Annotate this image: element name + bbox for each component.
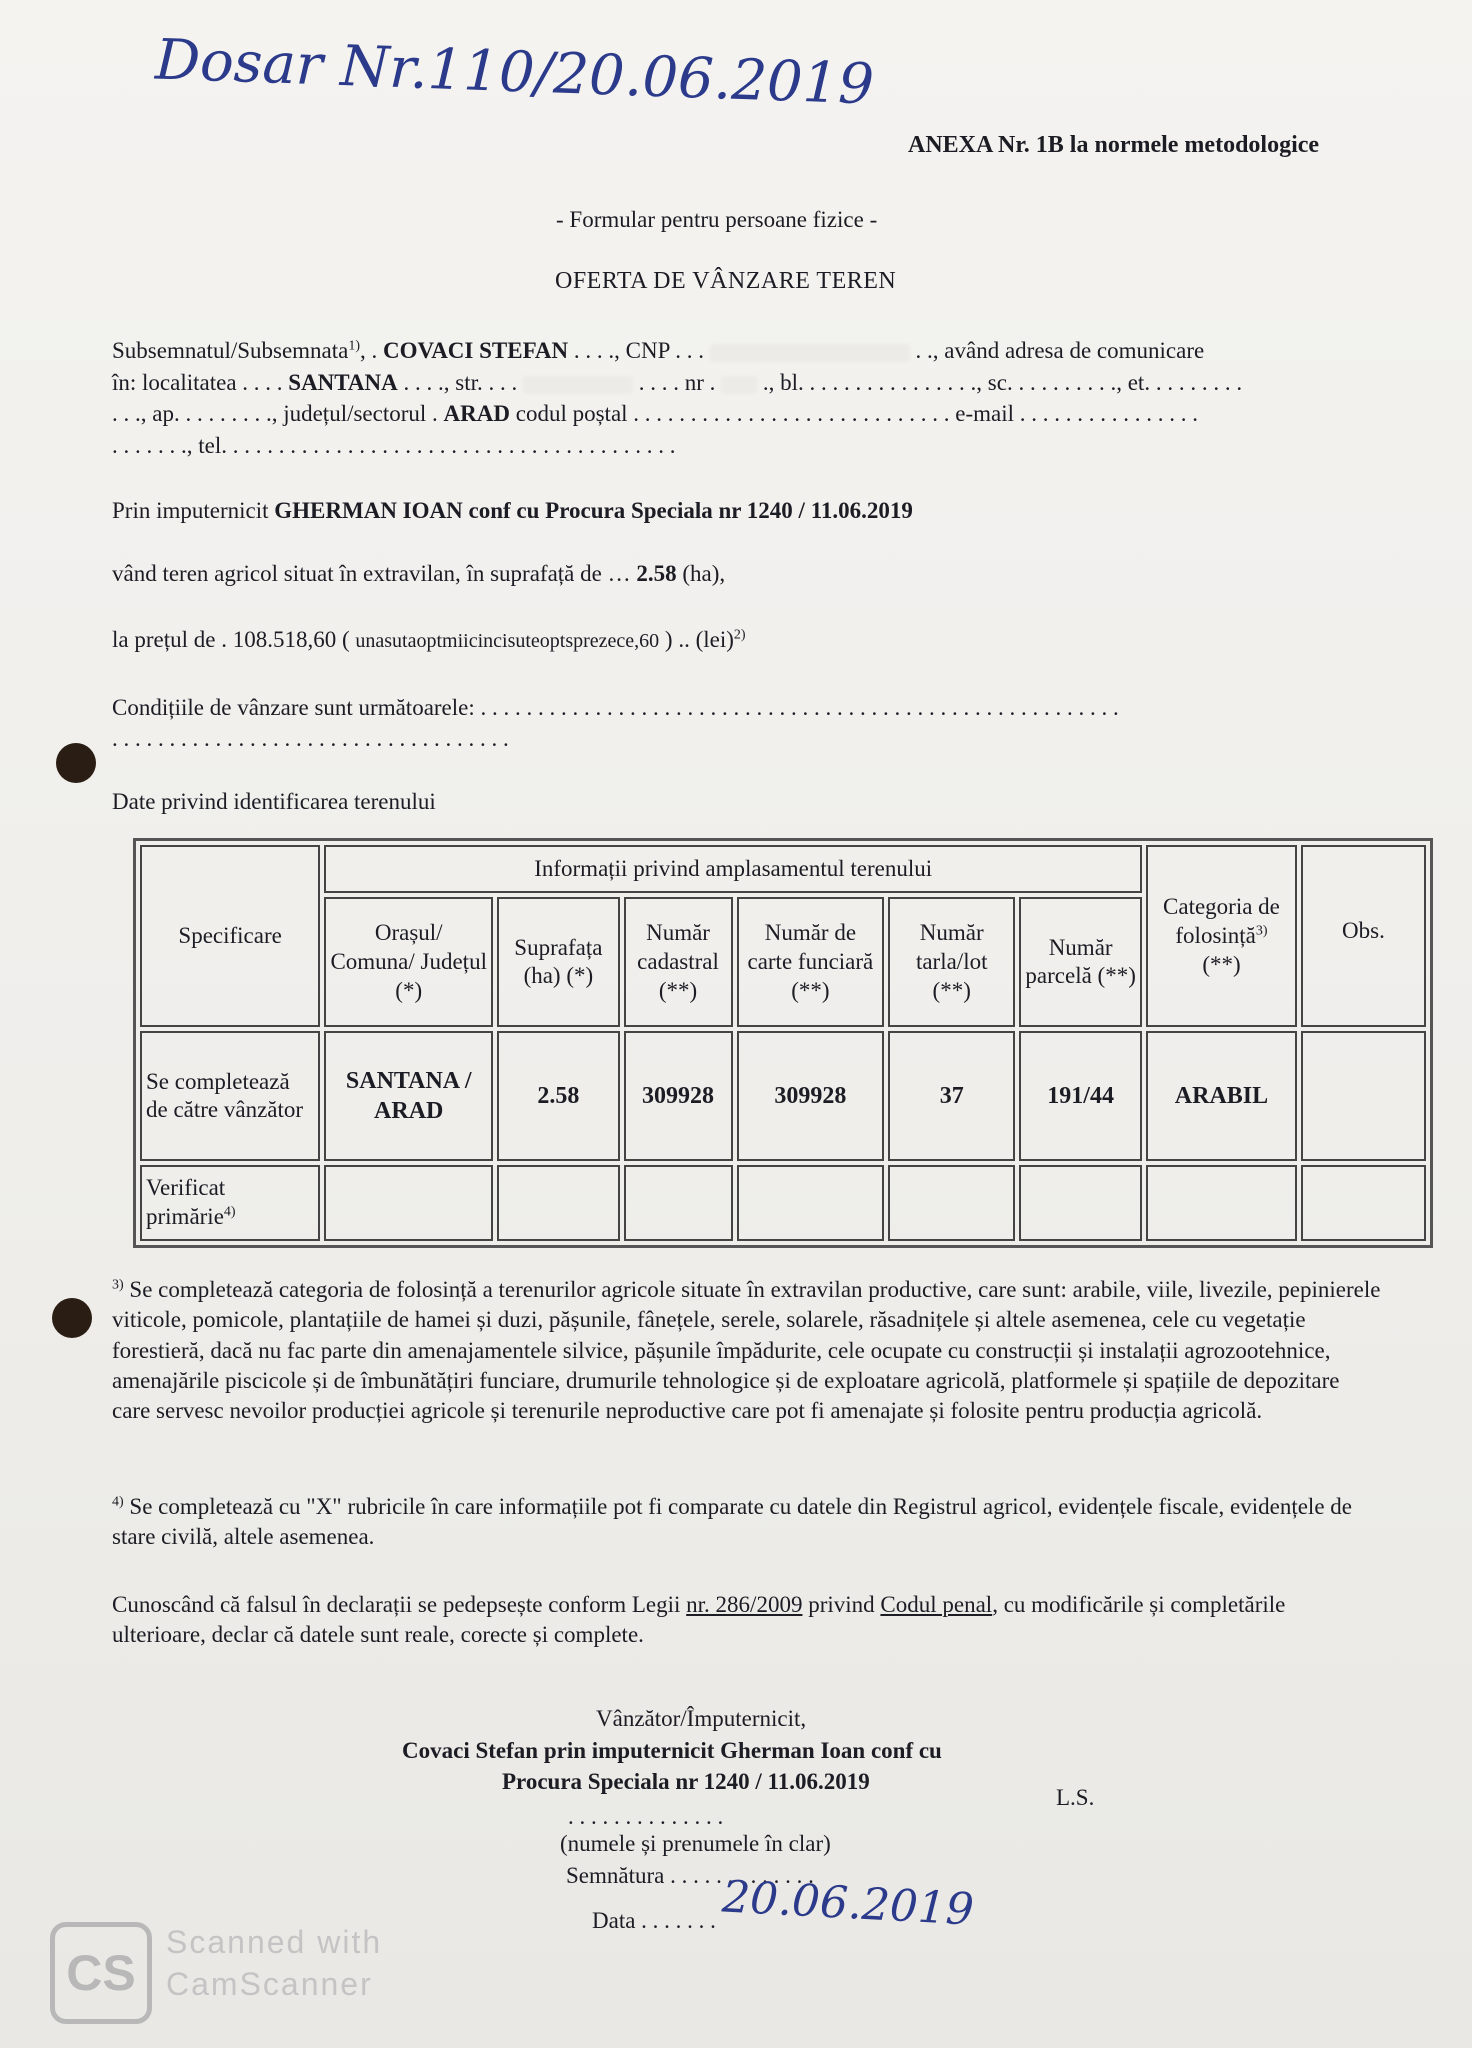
seller-name: COVACI STEFAN bbox=[383, 338, 569, 363]
cell-category: ARABIL bbox=[1146, 1031, 1297, 1161]
cell-city: SANTANA / ARAD bbox=[324, 1031, 493, 1161]
empty-cell bbox=[888, 1165, 1015, 1241]
verified-label: Verificat primărie bbox=[146, 1175, 226, 1230]
footnote-3 bbox=[112, 1275, 1382, 1427]
empty-cell bbox=[737, 1165, 885, 1241]
header-obs: Obs. bbox=[1301, 845, 1426, 1027]
cell-obs bbox=[1301, 1031, 1426, 1161]
footnote-text: Se completează categoria de folosință a terenurilor agricole situate în extravilan productive, care sunt: arabile, viile, livezile, pepinierele viticole, pomicole, plantațiile de hamei și duzi, pășunile, fânețele, serele, solarele, răsadnițele și altele asemenea, cele cu vegetație forestieră, dacă nu fac parte din amenajamentele silvice, pășunile împădurite, cele ocupate cu construcții și instalații agrozootehnice, amenajările piscicole și de îmbunătățiri funciare, drumurile tehnologice și de exploatare agricolă, platformele și spațiile de depozitare care servesc nevoilor producției agricole și terenurile neproductive care pot fi amenajate și folosite pentru producția agricolă. bbox=[112, 1277, 1381, 1424]
watermark-line-2: CamScanner bbox=[166, 1965, 373, 2002]
header-cadastral: Număr cadastral (**) bbox=[624, 897, 733, 1027]
form-type: - Formular pentru persoane fizice - bbox=[556, 207, 878, 232]
penal-code-reference: Codul penal bbox=[880, 1592, 993, 1617]
footnote-number: 3) bbox=[112, 1277, 124, 1293]
row-label-verified bbox=[140, 1165, 320, 1241]
locality-value: SANTANA bbox=[288, 370, 398, 395]
empty-cell bbox=[624, 1165, 733, 1241]
area-value: 2.58 bbox=[636, 561, 677, 586]
punch-hole bbox=[56, 743, 96, 783]
signatory-role: Vânzător/Împuternicit, bbox=[596, 1706, 807, 1731]
address-label: . ., având adresa de comunicare bbox=[909, 338, 1205, 363]
section-title: Date privind identificarea terenului bbox=[112, 789, 436, 814]
name-caption: (numele și prenumele în clar) bbox=[560, 1831, 831, 1856]
county-value: ARAD bbox=[443, 401, 510, 426]
signatory-line-1: Covaci Stefan prin imputernicit Gherman Ioan conf cu bbox=[402, 1738, 942, 1763]
empty-cell bbox=[1301, 1165, 1426, 1241]
apartment-label: . . ., ap. . . . . . . . ., județul/sectorul . bbox=[112, 401, 444, 426]
name-dotted-line: . . . . . . . . . . . . . . bbox=[568, 1804, 724, 1829]
header-category bbox=[1146, 845, 1297, 1027]
identity-sep: , . bbox=[360, 338, 384, 363]
identity-line-4: . . . . . . ., tel. . . . . . . . . . . . . . . . . . . . . . . . . . . . . . . . . . . . . . . . bbox=[112, 433, 676, 458]
declaration-text: , cu modificările și completările ulterioare, declar că datele sunt reale, corecte și complete. bbox=[112, 1592, 1286, 1648]
header-city: Orașul/ Comuna/ Județul (*) bbox=[324, 897, 493, 1027]
header-parcel: Număr parcelă (**) bbox=[1019, 897, 1142, 1027]
conditions-continuation: . . . . . . . . . . . . . . . . . . . . . . . . . . . . . . . . . . . bbox=[112, 726, 509, 751]
redacted-number bbox=[721, 376, 757, 394]
category-label: Categoria de folosință bbox=[1163, 894, 1280, 948]
redacted-street bbox=[523, 376, 633, 394]
price-in-words: unasutaoptmiicincisuteoptsprezece,60 bbox=[355, 630, 660, 652]
area-unit: (ha), bbox=[676, 561, 726, 586]
footnote-4 bbox=[112, 1492, 1382, 1553]
identity-line-1 bbox=[112, 337, 1204, 366]
price-line bbox=[112, 626, 746, 655]
price-label: la prețul de . 108.518,60 ( bbox=[112, 627, 356, 652]
punch-hole bbox=[52, 1298, 92, 1338]
area-label: vând teren agricol situat în extravilan, în suprafață de … bbox=[112, 561, 637, 586]
annex-label: ANEXA Nr. 1B la normele metodologice bbox=[908, 132, 1320, 158]
signature-line: Semnătura . . . . . . . . . . . . . bbox=[566, 1863, 814, 1888]
number-label: . . . . nr . bbox=[633, 370, 722, 395]
footnote-number: 4) bbox=[112, 1494, 124, 1510]
proxy-line bbox=[112, 497, 913, 526]
category-mark: (**) bbox=[1202, 951, 1241, 977]
signatory-line-2: Procura Speciala nr 1240 / 11.06.2019 bbox=[502, 1769, 870, 1794]
scanner-watermark bbox=[166, 1922, 382, 2005]
table-row bbox=[140, 1165, 1426, 1241]
row-label-seller: Se completează de către vânzător bbox=[140, 1031, 320, 1161]
identity-label: Subsemnatul/Subsemnata bbox=[112, 338, 349, 363]
table-row bbox=[140, 1031, 1426, 1161]
footnote-ref: 1) bbox=[348, 338, 361, 354]
cell-plot: 37 bbox=[888, 1031, 1015, 1161]
redacted-cnp bbox=[710, 344, 910, 362]
street-label: . . . ., str. . . . bbox=[397, 370, 523, 395]
postal-email-label: codul poștal . . . . . . . . . . . . . . . . . . . . . . . . . . . . e-mail . . . . . . . . . . . . . . . . bbox=[510, 401, 1199, 426]
empty-cell bbox=[1019, 1165, 1142, 1241]
cell-parcel: 191/44 bbox=[1019, 1031, 1142, 1161]
camscanner-logo-icon: CS bbox=[50, 1922, 152, 2024]
date-line: Data . . . . . . . bbox=[592, 1908, 716, 1933]
declaration bbox=[112, 1590, 1382, 1651]
area-line bbox=[112, 560, 725, 589]
cell-area: 2.58 bbox=[497, 1031, 619, 1161]
locality-label: în: localitatea . . . . bbox=[112, 370, 289, 395]
header-specificare: Specificare bbox=[140, 845, 320, 1027]
footnote-ref: 4) bbox=[223, 1204, 236, 1220]
footnote-ref: 2) bbox=[733, 627, 746, 643]
price-unit: ) .. (lei) bbox=[659, 627, 734, 652]
law-reference: nr. 286/2009 bbox=[686, 1592, 803, 1617]
declaration-text: Cunoscând că falsul în declarații se pedepsește conform Legii bbox=[112, 1592, 687, 1617]
header-group-location: Informații privind amplasamentul terenului bbox=[324, 845, 1142, 893]
land-identification-table bbox=[133, 838, 1433, 1248]
identity-line-2 bbox=[112, 369, 1242, 398]
declaration-text: privind bbox=[802, 1592, 881, 1617]
cell-land-book: 309928 bbox=[737, 1031, 885, 1161]
identity-line-3 bbox=[112, 400, 1198, 429]
handwritten-date: 20.06.2019 bbox=[720, 1871, 976, 1936]
seal-label: L.S. bbox=[1056, 1785, 1095, 1810]
cell-cadastral: 309928 bbox=[624, 1031, 733, 1161]
empty-cell bbox=[1146, 1165, 1297, 1241]
header-land-book: Număr de carte funciară (**) bbox=[737, 897, 885, 1027]
watermark-line-1: Scanned with bbox=[166, 1924, 383, 1960]
cnp-label: . . . ., CNP . . . bbox=[568, 338, 710, 363]
proxy-value: GHERMAN IOAN conf cu Procura Speciala nr 1240 / 11.06.2019 bbox=[274, 498, 913, 523]
footnote-ref: 3) bbox=[1255, 923, 1268, 939]
proxy-label: Prin imputernicit bbox=[112, 498, 275, 523]
document-title: OFERTA DE VÂNZARE TEREN bbox=[555, 268, 897, 294]
handwritten-file-number: Dosar Nr.110/20.06.2019 bbox=[154, 27, 876, 118]
conditions-line: Condițiile de vânzare sunt următoarele: . . . . . . . . . . . . . . . . . . . . . . . . . . . . . . . . . . . . . . . . . . . . . . . . . . . . . . . . bbox=[112, 695, 1119, 720]
footnote-text: Se completează cu "X" rubricile în care informațiile pot fi comparate cu datele din Registrul agricol, evidențele fiscale, evidențele de stare civilă, altele asemenea. bbox=[112, 1494, 1352, 1550]
header-area: Suprafața (ha) (*) bbox=[497, 897, 619, 1027]
header-plot: Număr tarla/lot (**) bbox=[888, 897, 1015, 1027]
empty-cell bbox=[497, 1165, 619, 1241]
empty-cell bbox=[324, 1165, 493, 1241]
building-label: ., bl. . . . . . . . . . . . . . . ., sc. . . . . . . . . ., et. . . . . . . . . bbox=[757, 370, 1243, 395]
